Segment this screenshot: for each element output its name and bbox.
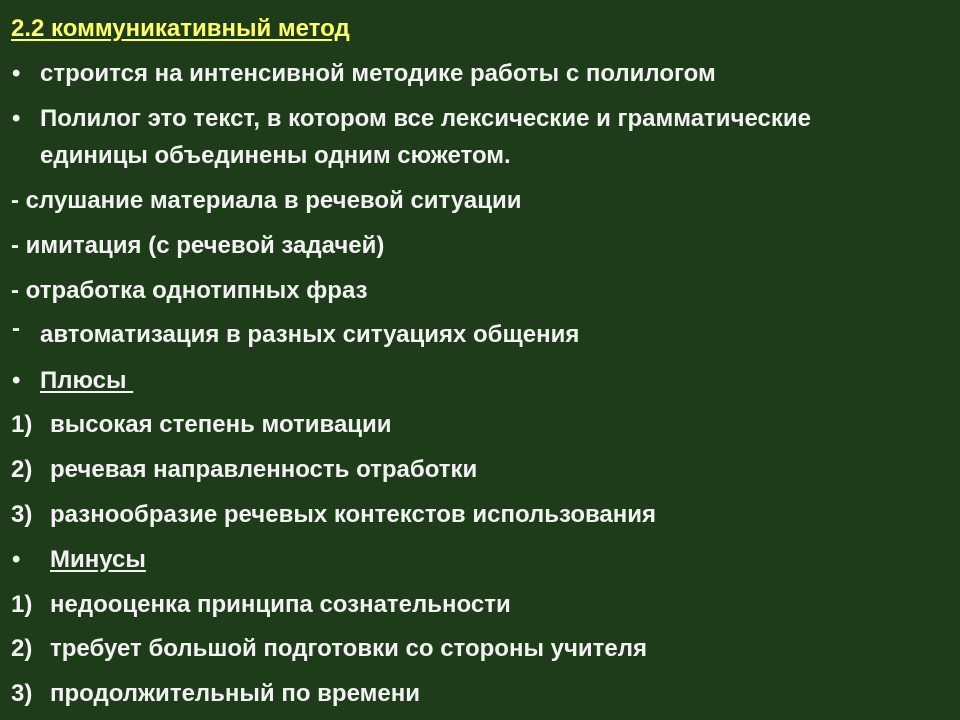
bullet-text: Полилог это текст, в котором все лексические и грамматические: [40, 105, 811, 132]
item-text: требует большой подготовки со стороны учителя: [50, 635, 647, 662]
item-number: 1): [11, 411, 33, 438]
item-number: 3): [11, 501, 33, 528]
item-text: разнообразие речевых контекстов использования: [50, 501, 657, 528]
item-number: 1): [11, 591, 33, 618]
item-text: недооценка принципа сознательности: [50, 591, 511, 618]
bullet-marker: •: [12, 105, 21, 132]
item-text: высокая степень мотивации: [50, 411, 392, 438]
bullet-text: единицы объединены одним сюжетом.: [40, 142, 511, 169]
item-number: 2): [11, 456, 33, 483]
slide-title: 2.2 коммуникативный метод: [11, 15, 350, 42]
item-number: 3): [11, 680, 33, 707]
dash-text: автоматизация в разных ситуациях общения: [40, 321, 580, 348]
pros-heading-text: Плюсы: [40, 367, 134, 394]
dash-item: - отработка однотипных фраз: [11, 277, 368, 304]
bullet-marker: •: [12, 546, 21, 573]
cons-heading-text: Минусы: [50, 546, 146, 573]
dash-marker: -: [12, 315, 20, 342]
bullet-text: строится на интенсивной методике работы с полилогом: [40, 60, 716, 87]
item-number: 2): [11, 635, 33, 662]
bullet-marker: •: [12, 367, 21, 394]
item-text: продолжительный по времени: [50, 680, 420, 707]
dash-item: - имитация (с речевой задачей): [11, 232, 385, 259]
dash-item: - слушание материала в речевой ситуации: [11, 187, 522, 214]
bullet-marker: •: [12, 60, 21, 87]
item-text: речевая направленность отработки: [50, 456, 478, 483]
